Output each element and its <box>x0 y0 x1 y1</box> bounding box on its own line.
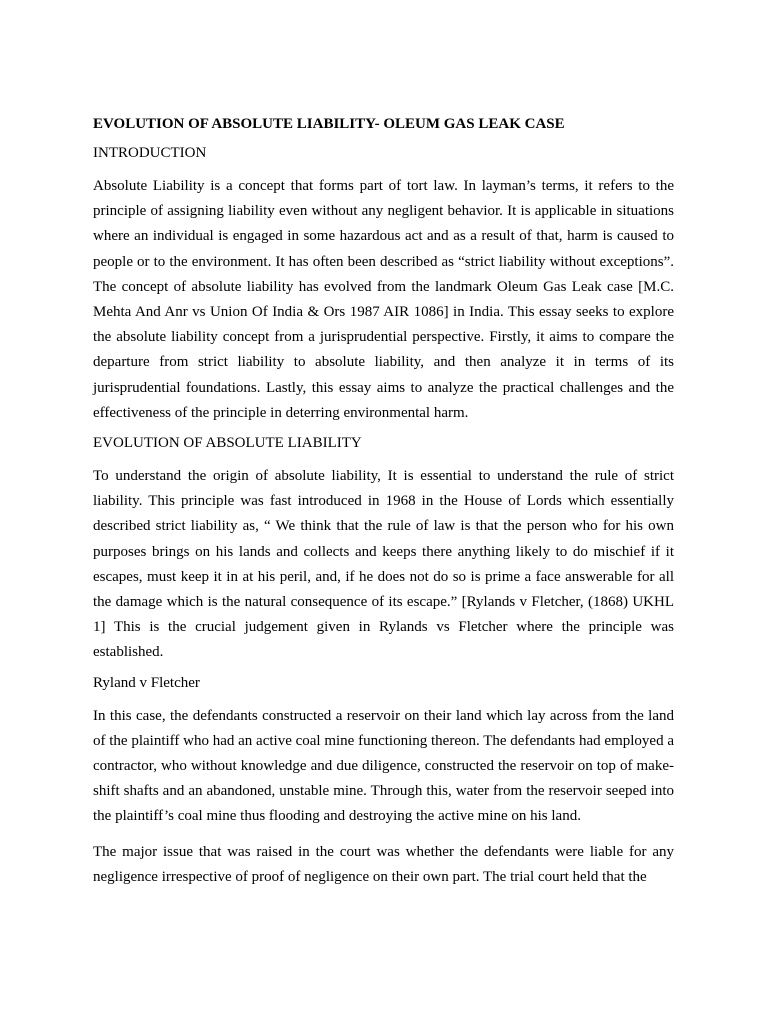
paragraph-major-issue: The major issue that was raised in the court was whether the defendants were liable for any negligence irrespective of proof of negligence on their own part. The trial court held that the <box>93 843 674 885</box>
document-title: EVOLUTION OF ABSOLUTE LIABILITY- OLEUM GAS LEAK CASE <box>93 116 565 132</box>
section-heading-evolution: EVOLUTION OF ABSOLUTE LIABILITY <box>93 435 362 452</box>
document-page <box>93 113 674 890</box>
paragraph-introduction: Absolute Liability is a concept that forms part of tort law. In layman’s terms, it refers to the principle of assigning liability even without any negligent behavior. It is applicable in situations where an individual is engaged in some hazardous act and as a result of that, harm is caused to people or to the environment. It has often been described as “strict liability without exceptions”. The concept of absolute liability has evolved from the landmark Oleum Gas Leak case [M.C. Mehta And Anr vs Union Of India & Ors 1987 AIR 1086] in India. This essay seeks to explore the absolute liability concept from a jurisprudential perspective. Firstly, it aims to compare the departure from strict liability to absolute liability, and then analyze it in terms of its jurisprudential foundations. Lastly, this essay aims to analyze the practical challenges and the effectiveness of the principle in deterring environmental harm. <box>93 178 674 421</box>
paragraph-evolution: To understand the origin of absolute liability, It is essential to understand the rule of strict liability. This principle was fast introduced in 1968 in the House of Lords which essentially described strict liability as, “ We think that the rule of law is that the person who for his own purposes brings on his lands and collects and keeps there anything likely to do mischief if it escapes, must keep it in at his peril, and, if he does not do so is prime a face answerable for all the damage which is the natural consequence of its escape.” [Rylands v Fletcher, (1868) UKHL 1] This is the crucial judgement given in Rylands vs Fletcher where the principle was established. <box>93 468 674 661</box>
section-heading-ryland-v-fletcher: Ryland v Fletcher <box>93 674 200 691</box>
paragraph-case-facts: In this case, the defendants constructed a reservoir on their land which lay across from the land of the plaintiff who had an active coal mine functioning thereon. The defendants had employed a contractor, who without knowledge and due diligence, constructed the reservoir on top of make-shift shafts and an abandoned, unstable mine. Through this, water from the reservoir seeped into the plaintiff’s coal mine thus flooding and destroying the active mine on his land. <box>93 707 674 825</box>
section-heading-introduction: INTRODUCTION <box>93 145 207 161</box>
